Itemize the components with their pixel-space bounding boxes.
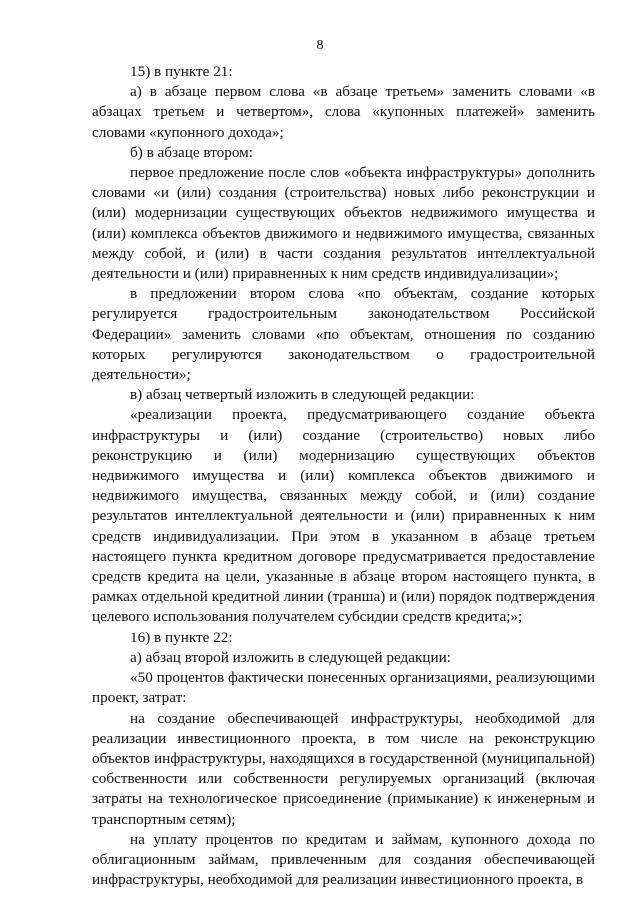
document-body [92, 62, 595, 890]
page-number: 8 [316, 38, 324, 53]
paragraph-16a-infrastructure: на создание обеспечивающей инфраструктуры, необходимой для реализации инвестиционного проекта, в том числе на реконструкцию объектов инфраструктуры, находящихся в государственной (муниципальной) собственности или собственности регулируемых организаций (включая затраты на технологическое присоединение (примыкание) к инженерным и транспортным сетям); [92, 709, 595, 828]
paragraph-15b-second-sentence: в предложении втором слова «по объектам, создание которых регулируется градостроительным законодательством Российской Федерации» заменить словами «по объектам, отношения по созданию которых регулируются законодательством о градостроительной деятельности»; [92, 285, 595, 384]
paragraph-15v-heading: в) абзац четвертый изложить в следующей редакции: [130, 386, 475, 404]
paragraph-15a: а) в абзаце первом слова «в абзаце третьем» заменить словами «в абзацах третьем и четвертом», слова «купонных платежей» заменить словами «купонного дохода»; [92, 83, 595, 141]
paragraph-16a-quote-intro: «50 процентов фактически понесенных организациями, реализующими проект, затрат: [92, 669, 595, 707]
paragraph-15b-first-sentence: первое предложение после слов «объекта инфраструктуры» дополнить словами «и (или) создания (строительства) новых либо реконструкции и (или) модернизации существующих объектов недвижимого имущества и (или) комплекса объектов движимого и недвижимого имущества, связанных между собой, и (или) в части создания результатов интеллектуальной деятельности и (или) приравненных к ним средств индивидуализации»; [92, 164, 595, 283]
paragraph-15-heading: 15) в пункте 21: [130, 63, 233, 80]
paragraph-16a-interest: на уплату процентов по кредитам и займам, купонного дохода по облигационным займам, привлеченным для создания обеспечивающей инфраструктуры, необходимой для реализации инвестиционного проекта, в [92, 830, 595, 889]
paragraph-16a-heading: а) абзац второй изложить в следующей редакции: [130, 648, 452, 666]
paragraph-15v-new-text: «реализации проекта, предусматривающего создание объекта инфраструктуры и (или) создание (строительство) новых либо реконструкцию и (или) модернизацию существующих объектов недвижимого имущества и (или) комплекса объектов движимого и недвижимого имущества, связанных между собой, и (или) создание результатов интеллектуальной деятельности и (или) приравненных к ним средств индивидуализации. При этом в указанном в абзаце третьем настоящего пункта кредитном договоре предусматривается предоставление средств кредита на цели, указанные в абзаце втором настоящего пункта, в рамках отдельной кредитной линии (транша) и (или) порядок подтверждения целевого использования получателем субсидии средств кредита;»; [92, 406, 595, 626]
paragraph-16-heading: 16) в пункте 22: [130, 628, 233, 646]
paragraph-15b-heading: б) в абзаце втором: [130, 143, 253, 161]
